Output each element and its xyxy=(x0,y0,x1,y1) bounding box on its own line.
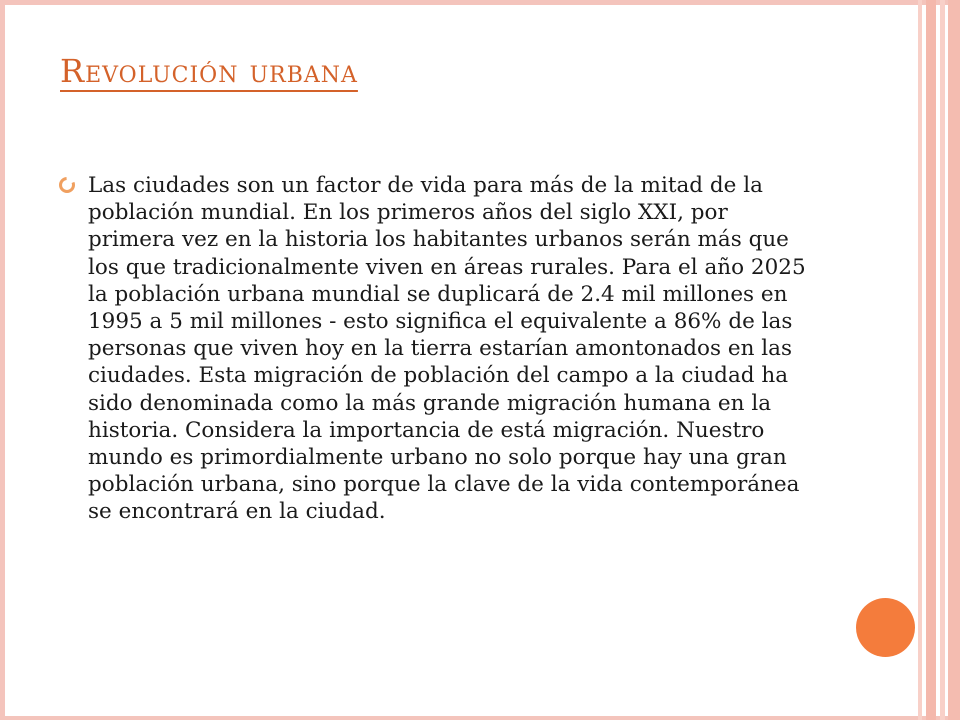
orange-circle-decoration xyxy=(856,598,915,657)
right-stripes-decoration xyxy=(918,0,960,720)
orange-ring-bullet-icon xyxy=(58,176,76,194)
bullet-text: Las ciudades son un factor de vida para más de la mitad de la población mundial. En los primeros años del siglo XXI, por primera vez en la historia los habitantes urbanos serán más que los que tradicionalmente viven en áreas rurales. Para el año 2025 la población urbana mundial se duplicará de 2.4 mil millones en 1995 a 5 mil millones - esto significa el equivalente a 86% de las personas que viven hoy en la tierra estarían amontonados en las ciudades. Esta migración de población del campo a la ciudad ha sido denominada como la más grande migración humana en la historia. Considera la importancia de está migración. Nuestro mundo es primordialmente urbano no solo porque hay una gran población urbana, sino porque la clave de la vida contemporánea se encontrará en la ciudad. xyxy=(88,173,806,525)
frame-top-border xyxy=(0,0,960,5)
frame-left-border xyxy=(0,0,5,720)
slide-title: Revolución urbana xyxy=(60,52,358,90)
frame-bottom-border xyxy=(0,716,960,720)
